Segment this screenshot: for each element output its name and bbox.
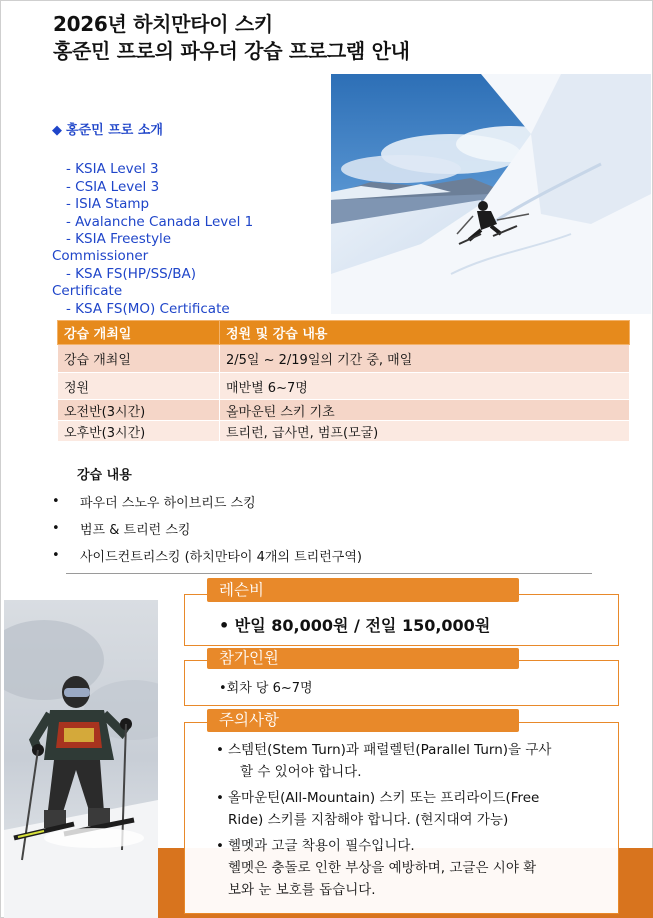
- bullet-icon: •: [219, 616, 235, 635]
- credential-item: - KSA FS(HP/SS/BA): [66, 265, 197, 282]
- note-line: 스템턴(Stem Turn)과 패럴렐턴(Parallel Turn)을 구사: [228, 742, 552, 758]
- table-cell: 오전반(3시간): [58, 400, 220, 421]
- participants-tab: 참가인원: [207, 648, 519, 669]
- list-item: [216, 787, 596, 831]
- bullet-icon: •: [52, 548, 60, 563]
- bullet-icon: •: [216, 742, 224, 758]
- table-header-row: [58, 321, 630, 345]
- table-cell: 오후반(3시간): [58, 421, 220, 442]
- intro-heading: ◆ 홍준민 프로 소개: [52, 123, 163, 138]
- table-cell: 매반별 6~7명: [220, 373, 630, 400]
- credential-item: - KSIA Level 3: [66, 161, 159, 178]
- fee-tab: 레슨비: [207, 578, 519, 602]
- page-title-line2: 홍준민 프로의 파우더 강습 프로그램 안내: [53, 39, 410, 63]
- course-list: [52, 488, 362, 569]
- list-item: • 파우더 스노우 하이브리드 스킹: [52, 494, 256, 511]
- page-title-line1: 2026년 하치만타이 스키: [53, 12, 273, 36]
- bullet-icon: •: [52, 494, 60, 509]
- participants-text: •회차 당 6~7명: [219, 681, 313, 696]
- list-item: • 범프 & 트리런 스킹: [52, 521, 191, 538]
- table-row: [58, 373, 630, 400]
- table-cell: 트리런, 급사면, 범프(모굴): [220, 421, 630, 442]
- skier-slope-photo: [331, 74, 651, 314]
- bullet-icon: •: [216, 838, 224, 854]
- table-header-cell: 강습 개최일: [58, 321, 220, 345]
- note-line: 헬멧과 고글 착용이 필수입니다.: [228, 838, 415, 854]
- note-line: 헬멧은 충돌로 인한 부상을 예방하며, 고글은 시야 확: [228, 860, 537, 876]
- course-heading: 강습 내용: [77, 468, 132, 483]
- notes-tab: 주의사항: [207, 709, 519, 732]
- credential-item: - CSIA Level 3: [66, 178, 160, 195]
- list-item: [216, 835, 596, 901]
- credential-item: - Avalanche Canada Level 1: [66, 213, 254, 230]
- credential-item: Commissioner: [52, 248, 149, 265]
- bullet-icon: •: [219, 681, 227, 696]
- skier-portrait-photo: [4, 600, 158, 918]
- list-item: [216, 739, 596, 783]
- diamond-icon: ◆: [52, 123, 62, 138]
- bullet-icon: •: [52, 521, 60, 536]
- note-line: 올마운틴(All-Mountain) 스키 또는 프리라이드(Free: [228, 790, 540, 806]
- table-cell: 올마운틴 스키 기초: [220, 400, 630, 421]
- table-row: [58, 345, 630, 373]
- note-line: 할 수 있어야 합니다.: [240, 764, 362, 780]
- list-item: • 사이드컨트리스킹 (하치만타이 4개의 트리런구역): [52, 548, 362, 565]
- fee-text: • 반일 80,000원 / 전일 150,000원: [219, 616, 491, 635]
- divider: [66, 573, 592, 574]
- table-cell: 강습 개최일: [58, 345, 220, 373]
- credential-item: Certificate: [52, 283, 123, 300]
- instructor-intro: [52, 122, 332, 318]
- credential-item: - KSIA Freestyle: [66, 231, 172, 248]
- table-row: [58, 400, 630, 421]
- table-cell: 2/5일 ~ 2/19일의 기간 중, 매일: [220, 345, 630, 373]
- note-line: 보와 눈 보호를 돕습니다.: [228, 882, 376, 898]
- table-row: [58, 421, 630, 442]
- schedule-table: [57, 320, 630, 442]
- notes-list: [216, 739, 596, 905]
- credential-item: - ISIA Stamp: [66, 196, 150, 213]
- table-cell: 정원: [58, 373, 220, 400]
- credential-item: - KSA FS(MO) Certificate: [66, 300, 230, 317]
- note-line: Ride) 스키를 지참해야 합니다. (현지대여 가능): [228, 812, 509, 828]
- table-header-cell: 정원 및 강습 내용: [220, 321, 630, 345]
- bullet-icon: •: [216, 790, 224, 806]
